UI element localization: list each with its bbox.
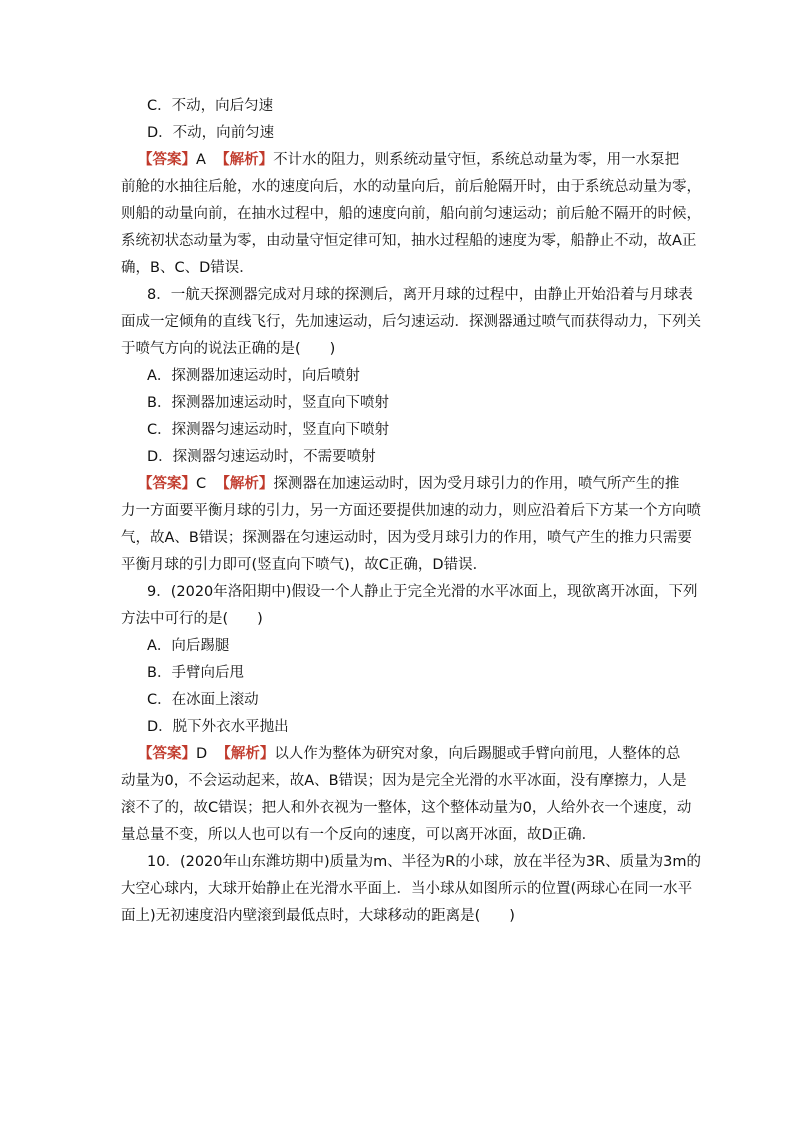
analysis-text: 以人作为整体为研究对象，向后踢腿或手臂向前甩，人整体的总	[274, 746, 681, 762]
analysis-tag: 【解析】	[216, 746, 275, 762]
q10-stem-line: 面上)无初速度沿内壁滚到最低点时，大球移动的距离是( )	[121, 908, 515, 924]
q8-option-b: B．探测器加速运动时，竖直向下喷射	[147, 395, 389, 411]
q10-stem-line: 大空心球内，大球开始静止在光滑水平面上．当小球从如图所示的位置(两球心在同一水平	[121, 881, 693, 897]
q8-analysis-line: 气，故A、B错误；探测器在匀速运动时，因为受月球引力的作用，喷气产生的推力只需要	[121, 530, 692, 546]
analysis-tag: 【解析】	[215, 476, 274, 492]
q9-stem-line: 9．(2020年洛阳期中)假设一个人静止于完全光滑的水平冰面上，现欲离开冰面，下列	[147, 584, 698, 600]
q7-answer-line	[138, 150, 794, 170]
q8-stem-line: 于喷气方向的说法正确的是( )	[121, 341, 336, 357]
answer-value: D	[196, 746, 208, 762]
answer-tag: 【答案】	[138, 746, 196, 762]
answer-value: A	[196, 152, 206, 168]
q8-option-c: C．探测器匀速运动时，竖直向下喷射	[147, 422, 390, 438]
q10-stem-line: 10．(2020年山东潍坊期中)质量为m、半径为R的小球，放在半径为3R、质量为3m的	[147, 854, 702, 870]
analysis-tag: 【解析】	[215, 152, 274, 168]
q7-option-d: D．不动，向前匀速	[147, 125, 275, 141]
q8-option-a: A．探测器加速运动时，向后喷射	[147, 368, 360, 384]
q7-analysis-line: 系统初状态动量为零，由动量守恒定律可知，抽水过程船的速度为零，船静止不动，故A正	[121, 233, 697, 249]
answer-tag: 【答案】	[138, 476, 196, 492]
q7-analysis-line: 确，B、C、D错误．	[121, 260, 254, 276]
q9-analysis-line: 量总量不变，所以人也可以有一个反向的速度，可以离开冰面，故D正确．	[121, 827, 597, 843]
q8-stem-line: 8．一航天探测器完成对月球的探测后，离开月球的过程中，由静止开始沿着与月球表	[147, 287, 693, 303]
q7-analysis-line: 前舱的水抽往后舱，水的速度向后，水的动量向后，前后舱隔开时，由于系统总动量为零，	[121, 179, 701, 195]
q8-stem-line: 面成一定倾角的直线飞行，先加速运动，后匀速运动．探测器通过喷气而获得动力，下列关	[121, 314, 701, 330]
analysis-text: 不计水的阻力，则系统动量守恒，系统总动量为零，用一水泵把	[273, 152, 680, 168]
q9-answer-line	[138, 744, 794, 764]
q8-analysis-line: 力一方面要平衡月球的引力，另一方面还要提供加速的动力，则应沿着后下方某一个方向喷	[121, 503, 701, 519]
q9-option-d: D．脱下外衣水平抛出	[147, 719, 289, 735]
analysis-text: 探测器在加速运动时，因为受月球引力的作用，喷气所产生的推	[273, 476, 680, 492]
q8-option-d: D．探测器匀速运动时，不需要喷射	[147, 449, 376, 465]
q9-stem-line: 方法中可行的是( )	[121, 611, 263, 627]
q7-analysis-line: 则船的动量向前，在抽水过程中，船的速度向前，船向前匀速运动；前后舱不隔开的时候，	[121, 206, 701, 222]
q9-analysis-line: 动量为0，不会运动起来，故A、B错误；因为是完全光滑的水平冰面，没有摩擦力，人是	[121, 773, 687, 789]
q9-option-c: C．在冰面上滚动	[147, 692, 259, 708]
q8-answer-line	[138, 474, 794, 494]
q7-option-c: C．不动，向后匀速	[147, 98, 274, 114]
answer-tag: 【答案】	[138, 152, 196, 168]
q9-option-b: B．手臂向后甩	[147, 665, 244, 681]
q9-option-a: A．向后踢腿	[147, 638, 230, 654]
answer-value: C	[196, 476, 207, 492]
q9-analysis-line: 滚不了的，故C错误；把人和外衣视为一整体，这个整体动量为0，人给外衣一个速度，动	[121, 800, 692, 816]
q8-analysis-line: 平衡月球的引力即可(竖直向下喷气)，故C正确，D错误．	[121, 557, 488, 573]
